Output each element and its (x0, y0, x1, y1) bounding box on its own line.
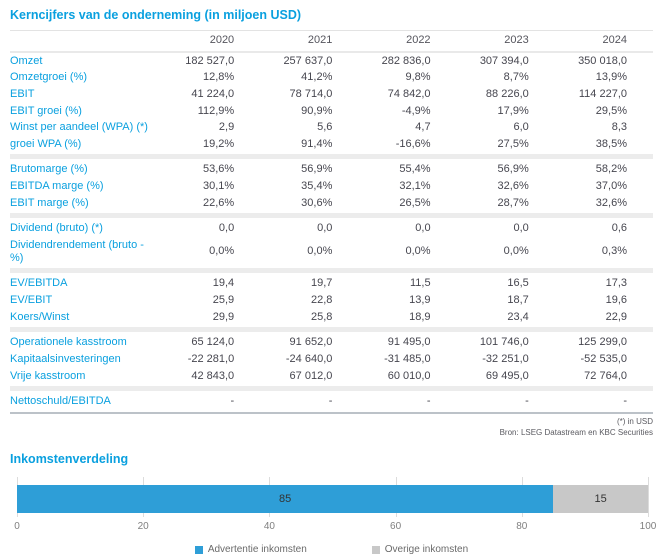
row-label: EBITDA marge (%) (10, 180, 104, 193)
cell-value: 25,8 (310, 310, 333, 323)
chart-legend (10, 544, 653, 555)
table-row (10, 119, 653, 136)
section-separator (10, 153, 653, 160)
legend-item (195, 544, 307, 555)
row-label: Dividendrendement (bruto - %) (10, 239, 144, 264)
cell-value: 91,4% (301, 137, 333, 150)
cell-value: 22,6% (202, 196, 235, 209)
cell-value: -16,6% (395, 137, 431, 150)
table-row (10, 52, 653, 70)
bar-value-label: 15 (594, 493, 607, 506)
cell-value: 41,2% (301, 71, 333, 84)
cell-value: -52 535,0 (580, 352, 627, 365)
cell-value: 29,5% (595, 104, 627, 117)
row-label: Winst per aandeel (WPA) (*) (10, 121, 148, 134)
cell-value: 307 394,0 (479, 54, 529, 67)
cell-value: 29,9 (212, 310, 235, 323)
cell-value: -22 281,0 (187, 352, 235, 365)
cell-value: 0,0 (415, 222, 431, 235)
section-separator (10, 212, 653, 219)
cell-value: 19,4 (212, 277, 235, 290)
cell-value: 0,0 (218, 222, 235, 235)
cell-value: 0,6 (611, 222, 627, 235)
cell-value: 0,0 (513, 222, 529, 235)
x-axis-tick-label: 40 (263, 521, 275, 533)
cell-value: 13,9 (409, 293, 431, 306)
stacked-bar (17, 485, 648, 513)
cell-value: - (358, 392, 456, 413)
row-label: EBIT marge (%) (10, 196, 89, 209)
row-label: Nettoschuld/EBITDA (10, 392, 162, 413)
year-column-header: 2022 (358, 31, 456, 52)
cell-value: 32,6% (595, 196, 627, 209)
cell-value: 18,7 (507, 293, 529, 306)
cell-value: 0,0 (317, 222, 333, 235)
cell-value: 112,9% (197, 104, 235, 117)
cell-value: 30,6% (301, 196, 333, 209)
table-footnotes (10, 417, 653, 439)
cell-value: 27,5% (497, 137, 529, 150)
table-row (10, 274, 653, 292)
table-row (10, 103, 653, 120)
cell-value: 25,9 (212, 293, 235, 306)
cell-value: 350 018,0 (578, 54, 627, 67)
table-row (10, 195, 653, 213)
cell-value: - (162, 392, 260, 413)
section-separator (10, 326, 653, 333)
cell-value: 58,2% (595, 163, 627, 176)
section-separator-band (10, 267, 653, 274)
legend-label: Overige inkomsten (384, 544, 469, 555)
cell-value: 19,6 (605, 293, 627, 306)
cell-value: 11,5 (409, 277, 431, 290)
cell-value: -32 251,0 (482, 352, 529, 365)
row-label: Dividend (bruto) (*) (10, 222, 103, 235)
cell-value: 257 637,0 (283, 54, 333, 67)
table-row (10, 333, 653, 351)
cell-value: 32,1% (399, 180, 431, 193)
cell-value: 67 012,0 (289, 369, 333, 382)
table-row (10, 309, 653, 327)
cell-value: 13,9% (595, 71, 627, 84)
x-axis-tick-label: 20 (137, 521, 149, 533)
table-row (10, 160, 653, 178)
cell-value: 26,5% (399, 196, 431, 209)
year-column-header: 2020 (162, 31, 260, 52)
cell-value: 17,3 (605, 277, 627, 290)
row-label: Vrije kasstroom (10, 369, 86, 382)
footnote-usd: (*) in USD (616, 416, 653, 426)
cell-value: 12,8% (202, 71, 235, 84)
cell-value: - (457, 392, 555, 413)
cell-value: 6,0 (513, 121, 529, 134)
cell-value: 5,6 (317, 121, 333, 134)
table-row (10, 178, 653, 195)
cell-value: - (555, 392, 653, 413)
table-row (10, 136, 653, 154)
cell-value: 101 746,0 (479, 336, 529, 349)
income-distribution-title: Inkomstenverdeling (10, 452, 129, 467)
cell-value: 32,6% (497, 180, 529, 193)
row-label: EBIT groei (%) (10, 104, 82, 117)
cell-value: 91 495,0 (387, 336, 431, 349)
section-separator-band (10, 385, 653, 392)
cell-value: 90,9% (301, 104, 333, 117)
bar-segment-overige-inkomsten (553, 485, 648, 513)
cell-value: 28,7% (497, 196, 529, 209)
cell-value: 74 842,0 (387, 87, 431, 100)
year-column-header: 2023 (457, 31, 555, 52)
x-axis-tick-label: 60 (390, 521, 402, 533)
x-axis-tick-label: 0 (14, 521, 20, 533)
cell-value: 282 836,0 (381, 54, 431, 67)
section-separator-band (10, 212, 653, 219)
cell-value: 56,9% (497, 163, 529, 176)
year-column-header: 2021 (260, 31, 358, 52)
x-axis-tick-label: 80 (516, 521, 528, 533)
table-row (10, 219, 653, 237)
empty-header-cell (10, 31, 162, 52)
section-separator (10, 267, 653, 274)
cell-value: -31 485,0 (384, 352, 431, 365)
row-label: Omzet (10, 54, 43, 67)
legend-item (372, 544, 468, 555)
cell-value: 0,0% (209, 245, 235, 258)
cell-value: 16,5 (507, 277, 529, 290)
cell-value: 91 652,0 (289, 336, 333, 349)
cell-value: 125 299,0 (578, 336, 627, 349)
cell-value: 42 843,0 (191, 369, 235, 382)
legend-swatch-icon (195, 546, 203, 554)
cell-value: 65 124,0 (191, 336, 235, 349)
row-label: EBIT (10, 87, 35, 100)
cell-value: 114 227,0 (578, 87, 627, 100)
cell-value: 53,6% (202, 163, 235, 176)
cell-value: 0,0% (503, 245, 529, 258)
footnote-source: Bron: LSEG Datastream en KBC Securities (499, 427, 653, 437)
row-label: Brutomarge (%) (10, 163, 88, 176)
cell-value: 8,3 (611, 121, 627, 134)
cell-value: 78 714,0 (289, 87, 333, 100)
cell-value: 55,4% (399, 163, 431, 176)
cell-value: 30,1% (202, 180, 235, 193)
cell-value: 4,7 (415, 121, 431, 134)
table-row (10, 69, 653, 86)
legend-swatch-icon (372, 546, 380, 554)
year-column-header: 2024 (555, 31, 653, 52)
cell-value: 18,9 (409, 310, 431, 323)
cell-value: 38,5% (595, 137, 627, 150)
table-row (10, 237, 653, 267)
cell-value: 72 764,0 (584, 369, 627, 382)
x-axis-tick-label: 100 (639, 521, 657, 533)
bar-value-label: 85 (279, 493, 292, 506)
cell-value: -24 640,0 (285, 352, 333, 365)
cell-value: 17,9% (497, 104, 529, 117)
key-figures-table (10, 30, 653, 414)
cell-value: 8,7% (503, 71, 529, 84)
row-label: Koers/Winst (10, 310, 70, 323)
cell-value: 182 527,0 (185, 54, 235, 67)
table-row (10, 368, 653, 386)
table-row (10, 392, 653, 413)
key-figures-title: Kerncijfers van de onderneming (in miljoen USD) (10, 8, 302, 22)
cell-value: 60 010,0 (387, 369, 431, 382)
section-separator-band (10, 153, 653, 160)
table-row (10, 292, 653, 309)
cell-value: 0,0% (307, 245, 333, 258)
cell-value: 0,3% (601, 245, 627, 258)
cell-value: 69 495,0 (485, 369, 529, 382)
row-label: groei WPA (%) (10, 137, 82, 150)
section-separator-band (10, 326, 653, 333)
legend-label: Advertentie inkomsten (207, 544, 307, 555)
cell-value: 2,9 (218, 121, 235, 134)
row-label: EV/EBITDA (10, 277, 68, 290)
cell-value: 22,9 (605, 310, 627, 323)
table-row (10, 351, 653, 368)
income-distribution-section (0, 438, 664, 555)
cell-value: 19,2% (202, 137, 235, 150)
table-row (10, 86, 653, 103)
cell-value: 23,4 (507, 310, 529, 323)
cell-value: - (260, 392, 358, 413)
cell-value: 41 224,0 (191, 87, 235, 100)
x-axis (14, 521, 657, 535)
cell-value: 9,8% (405, 71, 431, 84)
cell-value: 19,7 (310, 277, 333, 290)
year-header-row (10, 31, 653, 52)
cell-value: 37,0% (595, 180, 627, 193)
row-label: Kapitaalsinvesteringen (10, 352, 121, 365)
cell-value: 88 226,0 (485, 87, 529, 100)
row-label: Operationele kasstroom (10, 336, 127, 349)
row-label: Omzetgroei (%) (10, 71, 88, 84)
cell-value: 22,8 (310, 293, 333, 306)
cell-value: 35,4% (301, 180, 333, 193)
cell-value: 0,0% (405, 245, 431, 258)
cell-value: 56,9% (301, 163, 333, 176)
cell-value: -4,9% (401, 104, 431, 117)
income-distribution-plot (17, 477, 648, 517)
bar-segment-advertentie-inkomsten (17, 485, 553, 513)
row-label: EV/EBIT (10, 293, 53, 306)
section-separator (10, 385, 653, 392)
gridline (648, 477, 649, 517)
